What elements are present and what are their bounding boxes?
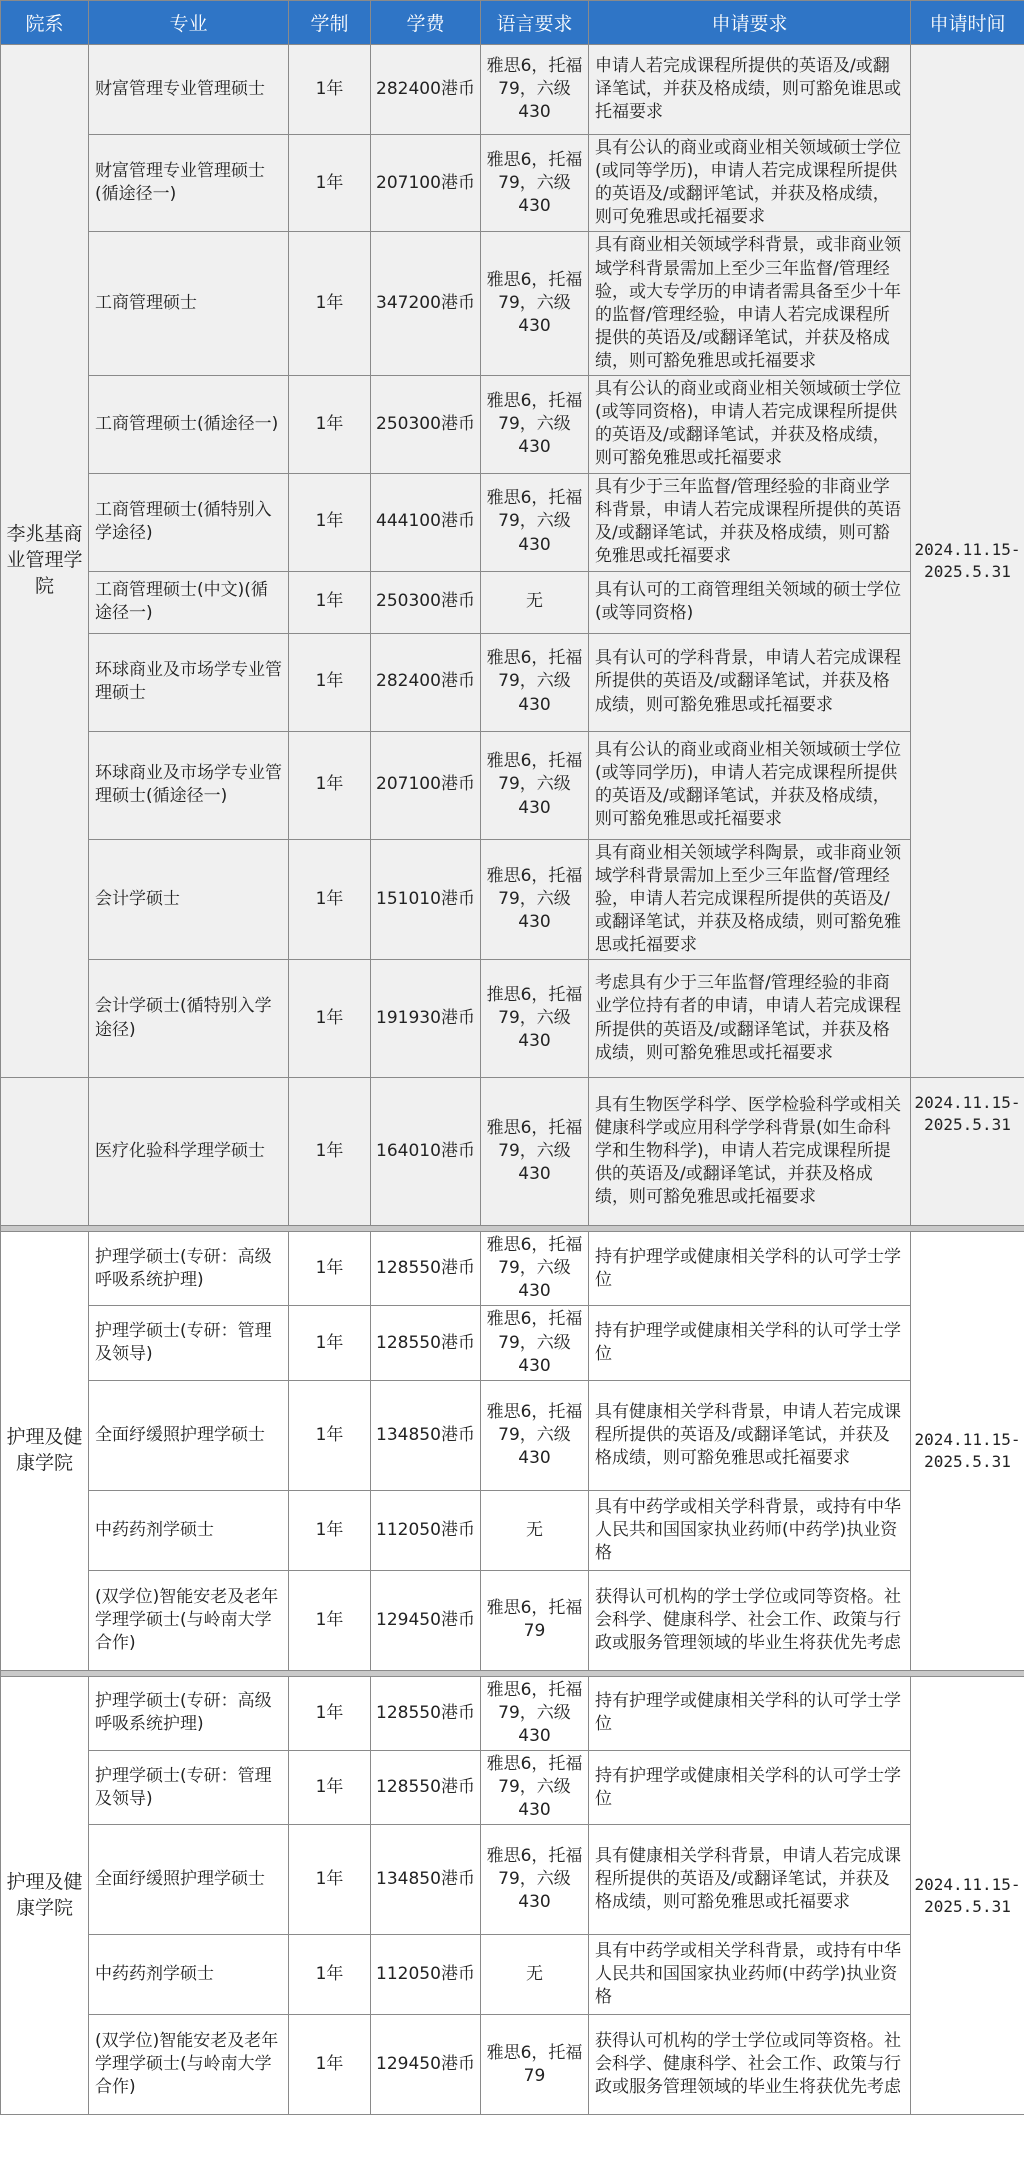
program-name: 医疗化验科学理学硕士 [89,1078,289,1226]
program-duration: 1年 [289,45,371,135]
program-name: 中药药剂学硕士 [89,1935,289,2015]
table-row [1,1380,1024,1490]
program-duration: 1年 [289,1490,371,1570]
language-requirement: 雅思6，托福79，六级430 [481,45,589,135]
program-fee: 128550港币 [371,1676,481,1750]
program-fee: 282400港币 [371,633,481,731]
program-name: (双学位)智能安老及老年学理学硕士(与岭南大学合作) [89,1570,289,1670]
program-fee: 134850港币 [371,1825,481,1935]
language-requirement: 雅思6，托福79，六级430 [481,731,589,839]
table-row [1,571,1024,633]
application-requirement: 具有认可的工商管理组关领域的硕士学位(或等同资格) [589,571,911,633]
program-duration: 1年 [289,571,371,633]
header-duration: 学制 [289,1,371,45]
language-requirement: 雅思6，托福79，六级430 [481,376,589,473]
school-name: 护理及健康学院 [1,1232,89,1671]
program-duration: 1年 [289,1676,371,1750]
application-requirement: 考虑具有少于三年监督/管理经验的非商业学位持有者的申请，申请人若完成课程所提供的英语及/或翻译笔试，并获及格成绩，则可豁免雅思或托福要求 [589,960,911,1078]
program-fee: 129450港币 [371,2015,481,2115]
application-requirement: 具有公认的商业或商业相关领域硕士学位(或等同资格)，申请人若完成课程所提供的英语及/或翻译笔试，并获及格成绩，则可豁免雅思或托福要求 [589,376,911,473]
program-duration: 1年 [289,1825,371,1935]
table-row [1,1825,1024,1935]
program-duration: 1年 [289,1380,371,1490]
program-name: 护理学硕士(专研：管理及领导) [89,1306,289,1380]
table-row [1,633,1024,731]
program-fee: 191930港币 [371,960,481,1078]
program-name: (双学位)智能安老及老年学理学硕士(与岭南大学合作) [89,2015,289,2115]
program-name: 会计学硕士 [89,839,289,960]
program-duration: 1年 [289,1306,371,1380]
language-requirement: 雅思6，托福79，六级430 [481,1306,589,1380]
table-row [1,1751,1024,1825]
program-name: 全面纾缓照护理学硕士 [89,1825,289,1935]
header-fee: 学费 [371,1,481,45]
language-requirement: 雅思6，托福79，六级430 [481,232,589,376]
table-row [1,1490,1024,1570]
program-duration: 1年 [289,473,371,571]
language-requirement: 雅思6，托福79，六级430 [481,135,589,232]
application-requirement: 具有中药学或相关学科背景，或持有中华人民共和国国家执业药师(中药学)执业资格 [589,1490,911,1570]
table-row [1,135,1024,232]
program-duration: 1年 [289,135,371,232]
program-duration: 1年 [289,2015,371,2115]
table-row [1,960,1024,1078]
program-name: 环球商业及市场学专业管理硕士(循途径一) [89,731,289,839]
application-requirement: 具有商业相关领域学科陶景，或非商业领域学科背景需加上至少三年监督/管理经验，申请人若完成课程所提供的英语及/或翻译笔试，并获及格成绩，则可豁免雅思或托福要求 [589,839,911,960]
program-name: 工商管理硕士(循途径一) [89,376,289,473]
header-major: 专业 [89,1,289,45]
program-fee: 207100港币 [371,731,481,839]
program-fee: 444100港币 [371,473,481,571]
program-name: 工商管理硕士(循特别入学途径) [89,473,289,571]
program-name: 工商管理硕士(中文)(循途径一) [89,571,289,633]
language-requirement: 雅思6，托福79，六级430 [481,1825,589,1935]
program-name: 工商管理硕士 [89,232,289,376]
table-row [1,45,1024,135]
program-name: 环球商业及市场学专业管理硕士 [89,633,289,731]
language-requirement: 雅思6，托福79 [481,1570,589,1670]
program-duration: 1年 [289,232,371,376]
table-row [1,232,1024,376]
language-requirement: 雅思6，托福79，六级430 [481,1676,589,1750]
language-requirement: 雅思6，托福79，六级430 [481,1751,589,1825]
program-fee: 282400港币 [371,45,481,135]
school-name: 护理及健康学院 [1,1676,89,2115]
program-name: 护理学硕士(专研：高级呼吸系统护理) [89,1676,289,1750]
table-row [1,1078,1024,1226]
program-fee: 129450港币 [371,1570,481,1670]
program-duration: 1年 [289,1935,371,2015]
program-name: 财富管理专业管理硕士 [89,45,289,135]
program-duration: 1年 [289,839,371,960]
language-requirement: 无 [481,571,589,633]
program-duration: 1年 [289,633,371,731]
program-duration: 1年 [289,1078,371,1226]
application-period: 2024.11.15-2025.5.31 [911,1078,1024,1226]
table-row [1,2015,1024,2115]
language-requirement: 雅思6，托福79，六级430 [481,633,589,731]
language-requirement: 无 [481,1490,589,1570]
program-name: 护理学硕士(专研：高级呼吸系统护理) [89,1232,289,1306]
language-requirement: 雅思6，托福79，六级430 [481,1078,589,1226]
program-duration: 1年 [289,1570,371,1670]
application-requirement: 具有少于三年监督/管理经验的非商业学科背景，申请人若完成课程所提供的英语及/或翻译笔试，并获及格成绩，则可豁免雅思或托福要求 [589,473,911,571]
application-requirement: 具有公认的商业或商业相关领域硕士学位(或同等学历)，申请人若完成课程所提供的英语及/或翻评笔试，并获及格成绩，则可免雅思或托福要求 [589,135,911,232]
table-row [1,839,1024,960]
language-requirement: 雅思6，托福79 [481,2015,589,2115]
application-requirement: 获得认可机构的学士学位或同等资格。社会科学、健康科学、社会工作、政策与行政或服务管理领域的毕业生将获优先考虑 [589,1570,911,1670]
program-fee: 151010港币 [371,839,481,960]
program-name: 中药药剂学硕士 [89,1490,289,1570]
application-requirement: 持有护理学或健康相关学科的认可学士学位 [589,1306,911,1380]
application-requirement: 持有护理学或健康相关学科的认可学士学位 [589,1232,911,1306]
application-requirement: 具有生物医学科学、医学检验科学或相关健康科学或应用科学学科背景(如生命科学和生物科学)，申请人若完成课程所提供的英语及/或翻译笔试，并获及格成绩，则可豁免雅思或托福要求 [589,1078,911,1226]
language-requirement: 雅思6，托福79，六级430 [481,1232,589,1306]
table-row [1,473,1024,571]
table-row [1,731,1024,839]
program-name: 财富管理专业管理硕士(循途径一) [89,135,289,232]
language-requirement: 无 [481,1935,589,2015]
program-fee: 134850港币 [371,1380,481,1490]
program-fee: 128550港币 [371,1751,481,1825]
table-row [1,1570,1024,1670]
program-fee: 164010港币 [371,1078,481,1226]
language-requirement: 推思6，托福79，六级430 [481,960,589,1078]
group-business [1,45,1024,1226]
program-duration: 1年 [289,960,371,1078]
table-row [1,376,1024,473]
language-requirement: 雅思6，托福79，六级430 [481,473,589,571]
table-header [1,1,1024,45]
program-fee: 347200港币 [371,232,481,376]
application-period: 2024.11.15-2025.5.31 [911,45,1024,1078]
program-duration: 1年 [289,1751,371,1825]
application-requirement: 持有护理学或健康相关学科的认可学士学位 [589,1676,911,1750]
application-requirement: 具有公认的商业或商业相关领域硕士学位(或等同学历)，申请人若完成课程所提供的英语及/或翻译笔试，并获及格成绩，则可豁免雅思或托福要求 [589,731,911,839]
application-requirement: 具有中药学或相关学科背景，或持有中华人民共和国国家执业药师(中药学)执业资格 [589,1935,911,2015]
program-duration: 1年 [289,1232,371,1306]
table-row [1,1676,1024,1750]
program-fee: 250300港币 [371,376,481,473]
school-name: 李兆基商业管理学院 [1,45,89,1078]
application-requirement: 具有健康相关学科背景，申请人若完成课程所提供的英语及/或翻译笔试，并获及格成绩，则可豁免雅思或托福要求 [589,1380,911,1490]
program-fee: 128550港币 [371,1232,481,1306]
school-name-empty [1,1078,89,1226]
table-row [1,1232,1024,1306]
language-requirement: 雅思6，托福79，六级430 [481,839,589,960]
program-fee: 207100港币 [371,135,481,232]
program-name: 会计学硕士(循特别入学途径) [89,960,289,1078]
header-requirements: 申请要求 [589,1,911,45]
application-requirement: 具有健康相关学科背景，申请人若完成课程所提供的英语及/或翻译笔试，并获及格成绩，则可豁免雅思或托福要求 [589,1825,911,1935]
header-school: 院系 [1,1,89,45]
header-language: 语言要求 [481,1,589,45]
application-period: 2024.11.15-2025.5.31 [911,1232,1024,1671]
program-duration: 1年 [289,376,371,473]
program-fee: 250300港币 [371,571,481,633]
header-time: 申请时间 [911,1,1024,45]
table-row [1,1935,1024,2015]
program-fee: 112050港币 [371,1935,481,2015]
application-requirement: 获得认可机构的学士学位或同等资格。社会科学、健康科学、社会工作、政策与行政或服务管理领域的毕业生将获优先考虑 [589,2015,911,2115]
group-nursing-repeat [1,1676,1024,2115]
table-row [1,1306,1024,1380]
program-duration: 1年 [289,731,371,839]
application-requirement: 具有商业相关领域学科背景，或非商业领域学科背景需加上至少三年监督/管理经验，或大专学历的申请者需具备至少十年的监督/管理经验，申请人若完成课程所提供的英语及/或翻译笔试，并获及格成绩，则可豁免雅思或托福要求 [589,232,911,376]
language-requirement: 雅思6，托福79，六级430 [481,1380,589,1490]
group-nursing [1,1232,1024,1671]
program-fee: 128550港币 [371,1306,481,1380]
program-name: 护理学硕士(专研：管理及领导) [89,1751,289,1825]
application-requirement: 具有认可的学科背景，申请人若完成课程所提供的英语及/或翻译笔试，并获及格成绩，则可豁免雅思或托福要求 [589,633,911,731]
application-requirement: 持有护理学或健康相关学科的认可学士学位 [589,1751,911,1825]
application-requirement: 申请人若完成课程所提供的英语及/或翻译笔试，并获及格成绩，则可豁免谁思或托福要求 [589,45,911,135]
application-period: 2024.11.15-2025.5.31 [911,1676,1024,2115]
program-name: 全面纾缓照护理学硕士 [89,1380,289,1490]
program-fee: 112050港币 [371,1490,481,1570]
